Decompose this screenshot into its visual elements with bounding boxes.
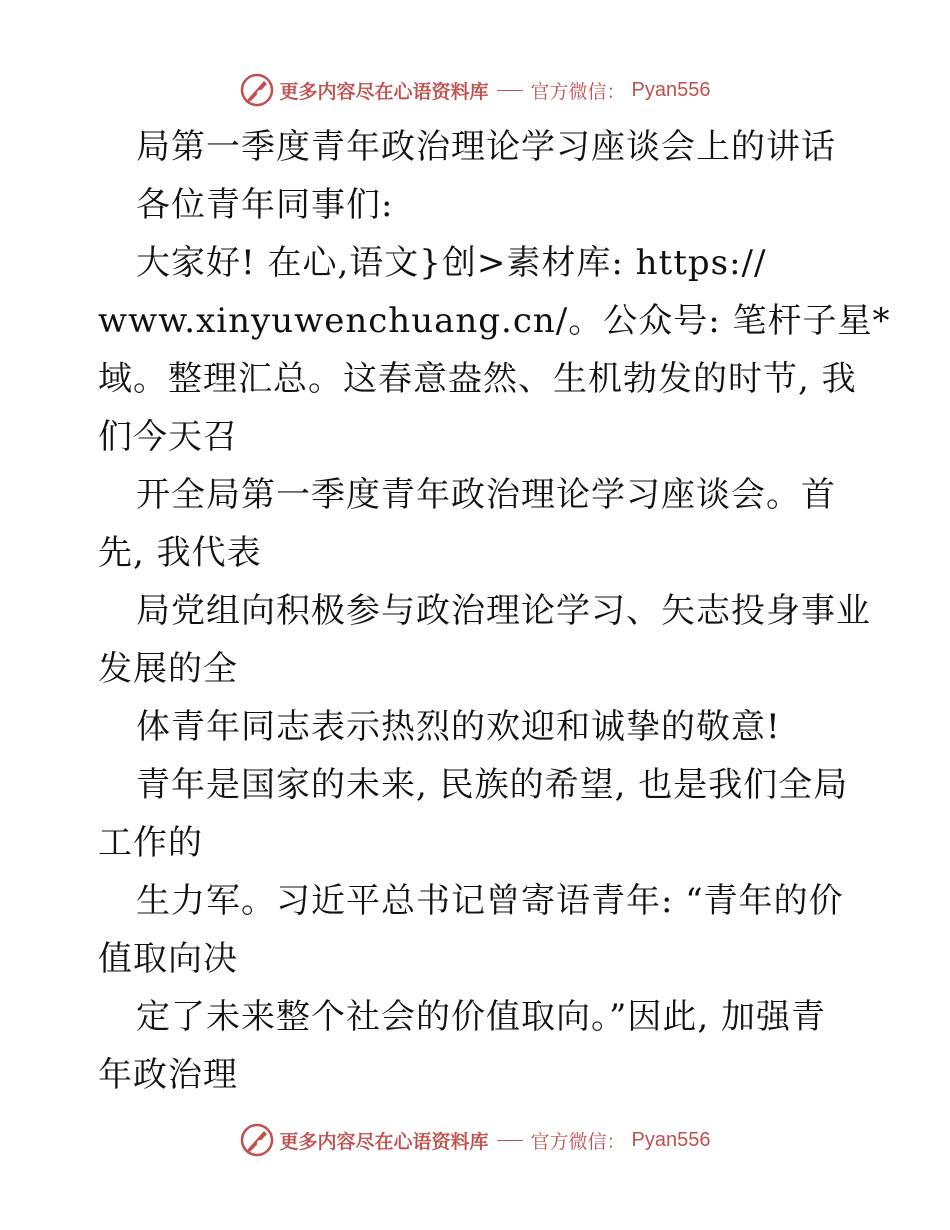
quill-logo-icon	[240, 73, 274, 107]
watermark-dash	[497, 90, 523, 91]
paragraph-line: 定了未来整个社会的价值取向。”因此, 加强青	[136, 997, 826, 1037]
watermark-wechat-id: Pyan556	[631, 1128, 711, 1151]
paragraph-line: 们今天召	[98, 417, 238, 457]
paragraph-line: 局党组向积极参与政治理论学习、矢志投身事业	[136, 591, 871, 631]
paragraph-line: 值取向决	[98, 939, 238, 979]
paragraph-line: 开全局第一季度青年政治理论学习座谈会。首	[136, 475, 836, 515]
watermark-wechat-id: Pyan556	[631, 78, 711, 101]
watermark-wechat-label: 官方微信：	[530, 80, 626, 103]
paragraph-line: 年政治理	[98, 1055, 238, 1095]
paragraph-line: 发展的全	[98, 649, 238, 689]
paragraph-line: 大家好! 在心,语文}创>素材库: https://	[136, 243, 767, 283]
watermark-dash	[497, 1140, 523, 1141]
paragraph-line: www.xinyuwenchuang.cn/。公众号: 笔杆子星*	[98, 301, 891, 341]
paragraph-line: 生力军。习近平总书记曾寄语青年: “青年的价	[136, 881, 844, 921]
footer-watermark	[0, 1120, 950, 1160]
salutation: 各位青年同事们:	[136, 185, 394, 225]
paragraph-line: 体青年同志表示热烈的欢迎和诚挚的敬意!	[136, 707, 781, 747]
watermark-slogan: 更多内容尽在心语资料库	[279, 80, 489, 103]
document-body	[98, 118, 891, 1104]
paragraph-line: 先, 我代表	[98, 533, 262, 573]
watermark-wechat-label: 官方微信：	[530, 1130, 626, 1153]
paragraph-line: 青年是国家的未来, 民族的希望, 也是我们全局	[136, 765, 849, 805]
quill-logo-icon	[240, 1123, 274, 1157]
watermark-slogan: 更多内容尽在心语资料库	[279, 1130, 489, 1153]
paragraph-line: 域。整理汇总。这春意盎然、生机勃发的时节, 我	[98, 359, 857, 399]
paragraph-line: 工作的	[98, 823, 203, 863]
header-watermark	[0, 70, 950, 110]
speech-title: 局第一季度青年政治理论学习座谈会上的讲话	[136, 127, 836, 167]
